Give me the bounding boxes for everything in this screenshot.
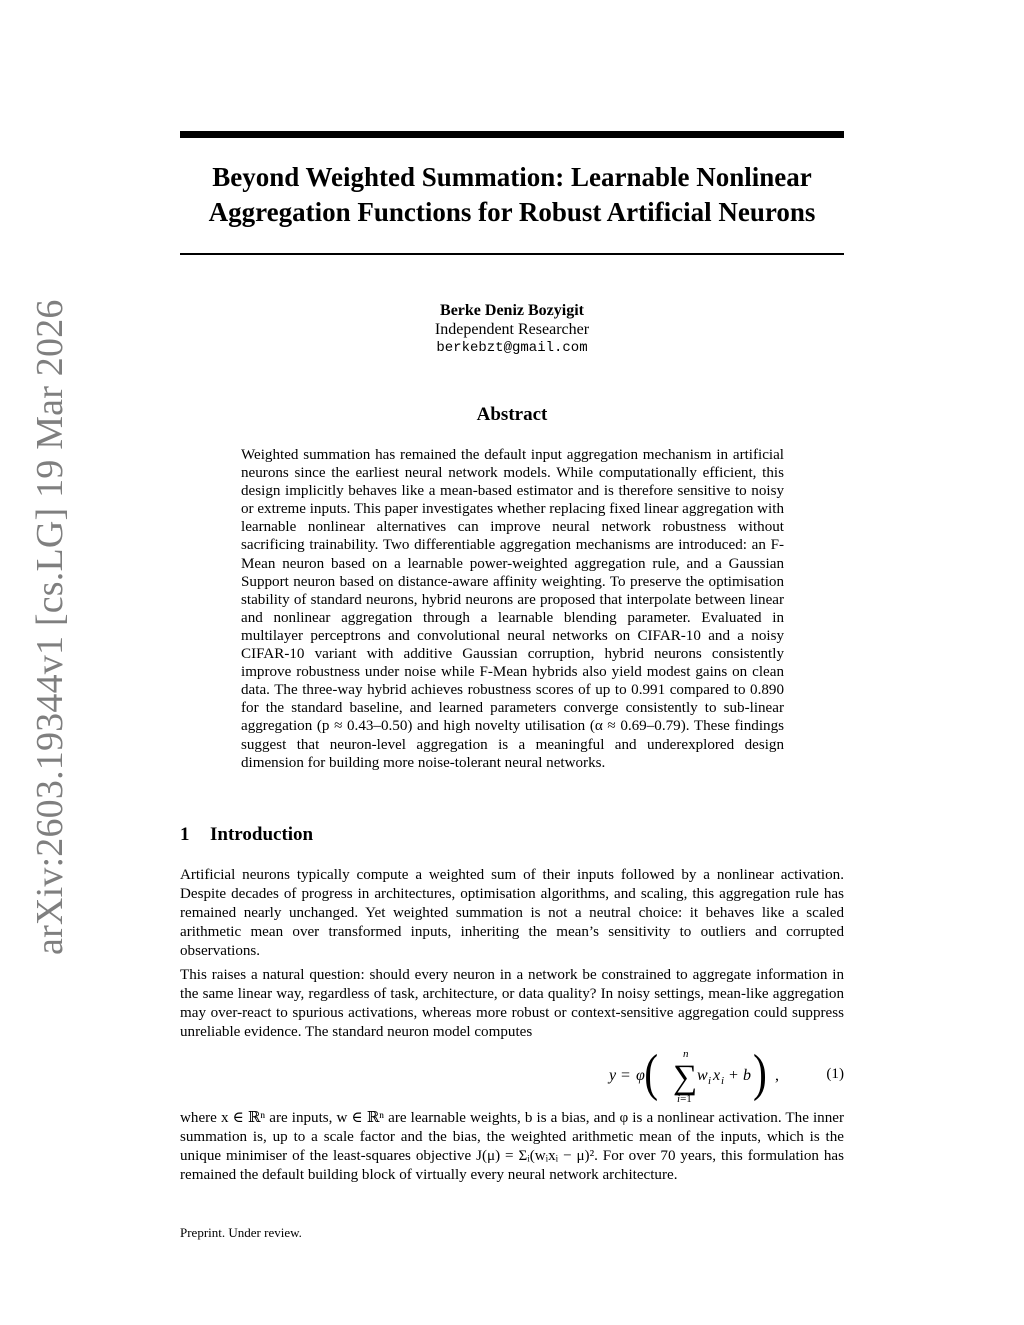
svg-text:): ) [753,1044,767,1103]
section-heading-introduction [180,824,313,846]
svg-text:(: ( [644,1044,659,1103]
page-footer: Preprint. Under review. [180,1225,302,1240]
intro-paragraph-2: This raises a natural question: should every neuron in a network be constrained to aggregate information in the same linear way, regardless of task, architecture, or data quality? In noisy settings, mean-like aggregation may over-react to spurious activations, whereas more robust or context-sensitive aggregation could suppress unreliable evidence. The standard neuron model computes [180,967,844,1040]
equation-formula [605,1044,805,1106]
author-email[interactable]: berkebzt@gmail.com [436,340,588,356]
svg-text:i: i [721,1075,725,1087]
paper-title [180,160,844,230]
svg-text:x: x [713,1067,721,1084]
section-number: 1 [180,824,190,845]
svg-text:y: y [609,1067,617,1084]
equation-1 [180,1044,844,1106]
title-top-rule [180,131,844,138]
title-line-2: Aggregation Functions for Robust Artificial Neurons [208,197,816,227]
svg-text:w: w [697,1067,708,1084]
svg-text:+: + [729,1067,739,1084]
svg-text:φ: φ [636,1067,645,1084]
svg-text:n: n [683,1048,689,1060]
svg-text:i=1: i=1 [677,1093,692,1105]
arxiv-identifier: arXiv:2603.19344v1 [cs.LG] 19 Mar 2026 [29,299,71,955]
title-line-1: Beyond Weighted Summation: Learnable Nonlinear [212,162,812,192]
intro-paragraph-1: Artificial neurons typically compute a weighted sum of their inputs followed by a nonlinear activation. Despite decades of progress in architectures, optimisation algorithms, and scaling, this aggregation rule has remained nearly unchanged. Yet weighted summation is not a neutral choice: it behaves like a scaled arithmetic mean over transformed inputs, inheriting the mean’s sensitivity to outliers and corrupted observations. [180,867,844,959]
author-name: Berke Deniz Bozyigit [440,302,584,319]
section-title: Introduction [210,824,314,845]
svg-text:,: , [775,1067,779,1084]
abstract-heading: Abstract [476,404,548,425]
svg-text:∑: ∑ [673,1059,698,1096]
svg-text:=: = [621,1067,631,1084]
equation-number: (1) [826,1066,844,1082]
intro-paragraph-3: where x ∈ ℝⁿ are inputs, w ∈ ℝⁿ are learnable weights, b is a bias, and φ is a nonlinear activation. The inner summation is, up to a scale factor and the bias, the weighted arithmetic mean of the inputs, which is the unique minimiser of the least-squares objective J(μ) = Σᵢ(wᵢxᵢ − μ)². For over 70 years, this formulation has remained the default building block of virtually every neural network architecture. [180,1110,844,1183]
author-affiliation: Independent Researcher [434,321,590,338]
svg-text:i: i [708,1075,712,1087]
svg-text:b: b [743,1067,751,1084]
abstract-text: Weighted summation has remained the default input aggregation mechanism in artificial neurons since the earliest neural network models. While computationally efficient, this design implicitly behaves like a mean-based estimator and is therefore sensitive to noisy or extreme inputs. This paper investigates whether replacing fixed linear aggregation with learnable nonlinear alternatives can improve neural network robustness without sacrificing trainability. Two differentiable aggregation mechanisms are introduced: an F-Mean neuron based on a learnable power-weighted aggregation rule, and a Gaussian Support neuron based on distance-aware affinity weighting. To preserve the optimisation stability of standard neurons, hybrid neurons are proposed that interpolate between linear and nonlinear aggregation through a learnable blending parameter. Evaluated in multilayer perceptrons and convolutional neural networks on CIFAR-10 and a noisy CIFAR-10 variant with additive Gaussian corruption, hybrid neurons consistently improve robustness under noise while F-Mean hybrids also yield modest gains on clean data. The three-way hybrid achieves robustness scores of up to 0.991 compared to 0.890 for the standard baseline, and learned parameters converge consistently to sub-linear aggregation (p ≈ 0.43–0.50) and high novelty utilisation (α ≈ 0.69–0.79). These findings suggest that neuron-level aggregation is a meaningful and underexplored design dimension for building more noise-tolerant neural networks. [241,447,784,771]
author-block [180,301,844,358]
title-bottom-rule [180,253,844,255]
